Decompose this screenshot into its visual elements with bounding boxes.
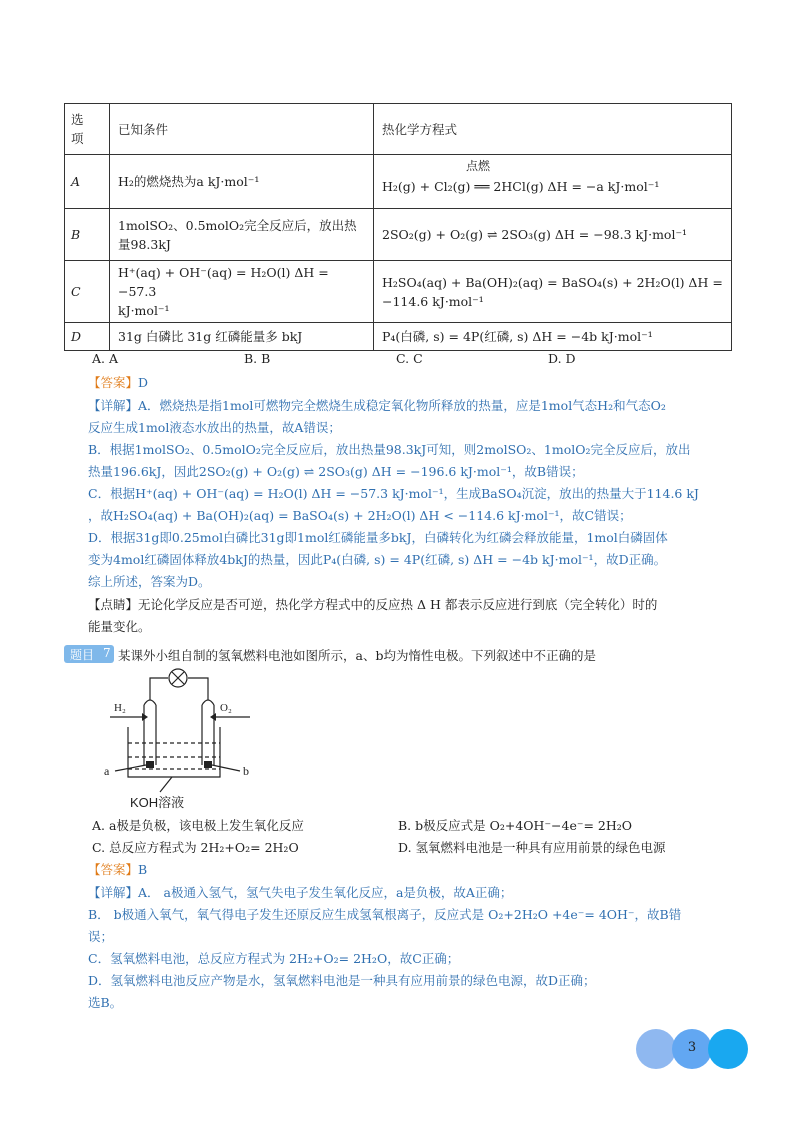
options-table: [64, 103, 732, 351]
row-a-condition: H₂的燃烧热为a kJ·mol⁻¹: [110, 155, 374, 209]
q6-option-c: C. C: [396, 351, 423, 366]
wire: [150, 678, 208, 700]
q7-option-b: B. b极反应式是 O₂+4OH⁻−4e⁻= 2H₂O: [398, 818, 633, 833]
q6-detail-line-2: 反应生成1mol液态水放出的热量，故A错误；: [88, 420, 341, 435]
right-tube: [202, 705, 214, 765]
page-circle-left: [636, 1029, 676, 1069]
row-c-condition: [110, 261, 374, 323]
q6-detail-line-8: 变为4mol红磷固体释放4bkJ的热量，因此P₄(白磷, s) = 4P(红磷, s) ΔH = −4b kJ·mol⁻¹，故D正确。: [88, 552, 667, 567]
equation-line-1: H₂SO₄(aq) + Ba(OH)₂(aq) = BaSO₄(s) + 2H₂O(l) ΔH =: [382, 274, 723, 290]
row-b-option: B: [65, 209, 110, 261]
arrow-left-icon: [210, 713, 216, 721]
q6-detail-line-3: B．根据1molSO₂、0.5molO₂完全反应后，放出热量98.3kJ可知，则2molSO₂、1molO₂完全反应后，放出: [88, 442, 691, 457]
q7-option-c: C. 总反应方程式为 2H₂+O₂= 2H₂O: [92, 840, 299, 855]
q6-option-d: D. D: [548, 351, 576, 366]
q6-point-line-2: 能量变化。: [88, 619, 151, 634]
arrow-right-icon: [142, 713, 148, 721]
page-number: 3: [687, 1040, 697, 1055]
q7-option-a: A. a极是负极，该电极上发生氧化反应: [92, 818, 304, 833]
electrode-b: [204, 761, 212, 768]
left-tube: [144, 705, 156, 765]
ignition-label: 点燃: [466, 159, 491, 173]
q6-option-b: B. B: [244, 351, 271, 366]
header-condition: 已知条件: [110, 104, 374, 155]
answer-tag: 【答案】: [88, 375, 139, 390]
badge-label: 题目: [70, 648, 95, 662]
koh-label: KOH溶液: [130, 795, 185, 810]
row-d-condition: 31g 白磷比 31g 红磷能量多 bkJ: [110, 323, 374, 351]
row-a-option: A: [65, 155, 110, 209]
condition-line-1: 1molSO₂、0.5molO₂完全反应后，放出热: [118, 217, 357, 233]
header-option: 选 项: [65, 104, 110, 155]
q7-stem: 某课外小组自制的氢氧燃料电池如图所示，a、b均为惰性电极。下列叙述中不正确的是: [118, 648, 596, 663]
o2-label: O₂: [220, 702, 232, 714]
row-c-option: C: [65, 261, 110, 323]
q7-answer: [88, 859, 147, 881]
equation-text: H₂(g) + Cl₂(g) ══ 2HCl(g) ΔH = −a kJ·mol⁻¹: [382, 179, 660, 194]
row-d-option: D: [65, 323, 110, 351]
q6-detail-line-5: C．根据H⁺(aq) + OH⁻(aq) = H₂O(l) ΔH = −57.3 kJ·mol⁻¹，生成BaSO₄沉淀，放出的热量大于114.6 kJ: [88, 486, 699, 501]
condition-line-2: kJ·mol⁻¹: [118, 303, 170, 318]
b-label: b: [243, 764, 249, 778]
q6-detail-line-7: D．根据31g即0.25mol白磷比31g即1mol红磷能量多bkJ，白磷转化为红磷会释放能量，1mol白磷固体: [88, 530, 668, 545]
q7-detail-line-4: C．氢氧燃料电池，总反应方程式为 2H₂+O₂= 2H₂O，故C正确；: [88, 951, 460, 966]
q6-detail-line-9: 综上所述，答案为D。: [88, 574, 211, 589]
electrode-a: [146, 761, 154, 768]
q6-answer: [88, 372, 148, 394]
row-c-equation: [374, 261, 732, 323]
a-label: a: [104, 764, 110, 778]
q7-detail-line-3: 误；: [88, 929, 114, 944]
badge-number: 7: [103, 646, 111, 660]
q7-detail-line-6: 选B。: [88, 995, 123, 1010]
q7-option-d: D. 氢氧燃料电池是一种具有应用前景的绿色电源: [398, 840, 666, 855]
q6-detail-line-6: ，故H₂SO₄(aq) + Ba(OH)₂(aq) = BaSO₄(s) + 2H₂O(l) ΔH < −114.6 kJ·mol⁻¹，故C错误；: [88, 508, 632, 523]
q7-detail-line-5: D．氢氧燃料电池反应产物是水，氢氧燃料电池是一种具有应用前景的绿色电源，故D正确；: [88, 973, 596, 988]
page-circle-right: [708, 1029, 748, 1069]
condition-line-2: 量98.3kJ: [118, 236, 171, 252]
answer-tag: 【答案】: [88, 862, 139, 877]
equation-line-2: −114.6 kJ·mol⁻¹: [382, 293, 484, 309]
row-b-condition: [110, 209, 374, 261]
h2-label: H₂: [114, 702, 126, 714]
q6-detail-line-4: 热量196.6kJ，因此2SO₂(g) + O₂(g) ⇌ 2SO₃(g) ΔH = −196.6 kJ·mol⁻¹，故B错误；: [88, 464, 584, 479]
q7-detail-line-1: 【详解】A． a极通入氢气，氢气失电子发生氧化反应，a是负极，故A正确；: [88, 885, 513, 900]
row-a-equation: [374, 155, 732, 209]
fuel-cell-diagram: [100, 665, 270, 815]
q6-point-line-1: 【点睛】无论化学反应是否可逆，热化学方程式中的反应热 Δ H 都表示反应进行到底（完全转化）时的: [88, 597, 658, 612]
q6-detail-line-1: 【详解】A．燃烧热是指1mol可燃物完全燃烧生成稳定氧化物所释放的热量，应是1mol气态H₂和气态O₂: [88, 398, 666, 413]
q7-detail-line-2: B． b极通入氧气，氧气得电子发生还原反应生成氢氧根离子，反应式是 O₂+2H₂O +4e⁻= 4OH⁻，故B错: [88, 907, 682, 922]
question-badge: [64, 645, 114, 663]
row-d-equation: P₄(白磷, s) = 4P(红磷, s) ΔH = −4b kJ·mol⁻¹: [374, 323, 732, 351]
condition-line-1: H⁺(aq) + OH⁻(aq) = H₂O(l) ΔH = −57.3: [118, 265, 329, 299]
row-b-equation: 2SO₂(g) + O₂(g) ⇌ 2SO₃(g) ΔH = −98.3 kJ·mol⁻¹: [374, 209, 732, 261]
answer-value: B: [138, 862, 148, 877]
answer-value: D: [138, 375, 149, 390]
q6-option-a: A. A: [92, 351, 119, 366]
header-equation: 热化学方程式: [374, 104, 732, 155]
